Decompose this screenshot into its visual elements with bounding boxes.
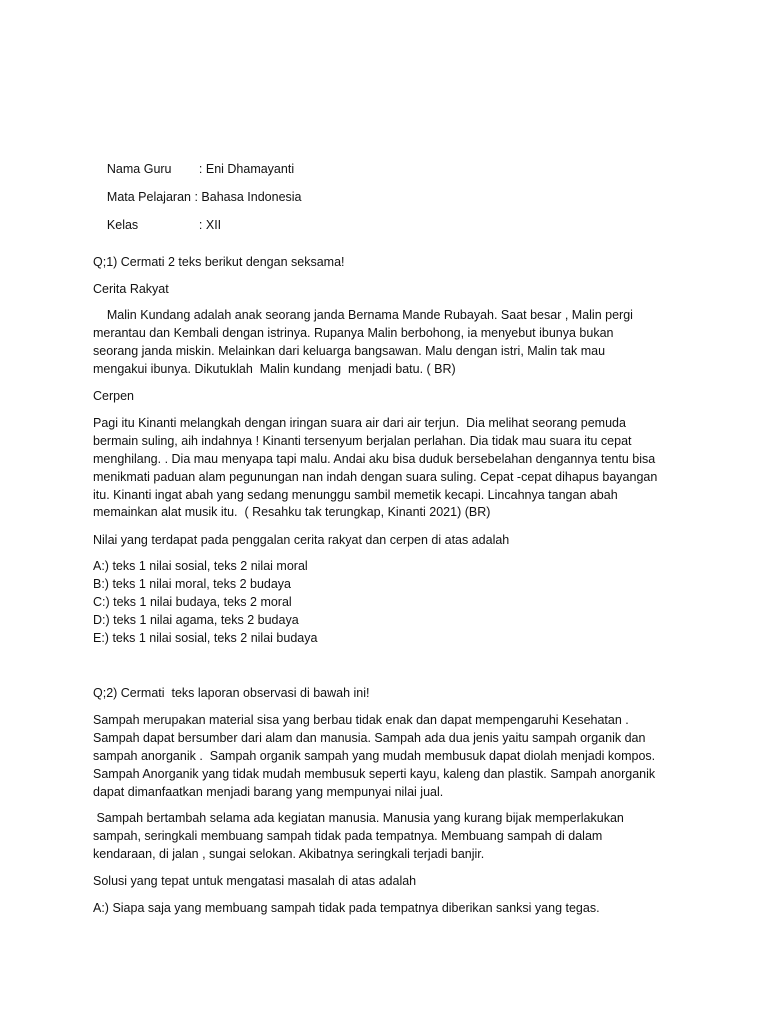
subject-label: Mata Pelajaran xyxy=(106,190,191,204)
class-row xyxy=(93,198,221,252)
q2-para1-line: Sampah dapat bersumber dari alam dan manusia. Sampah ada dua jenis yaitu sampah organik dan xyxy=(93,731,646,745)
q2-para2-line: Sampah bertambah selama ada kegiatan manusia. Manusia yang kurang bijak memperlakukan xyxy=(93,811,624,825)
class-value: : XII xyxy=(198,218,222,232)
q2-question: Solusi yang tepat untuk mengatasi masalah di atas adalah xyxy=(93,874,417,888)
q1-para1-line: seorang janda miskin. Melainkan dari keluarga bangsawan. Malu dengan istri, Malin tak mau xyxy=(93,344,606,358)
q1-para2-line: itu. Kinanti ingat abah yang sedang menunggu sambil memetik kecapi. Lincahnya tangan abah xyxy=(93,488,618,502)
q1-para1-line: Malin Kundang adalah anak seorang janda Bernama Mande Rubayah. Saat besar , Malin pergi xyxy=(93,308,633,322)
q1-option-b: B:) teks 1 nilai moral, teks 2 budaya xyxy=(93,577,292,591)
q1-para1-line: merantau dan Kembali dengan istrinya. Rupanya Malin berbohong, ia menyebut ibunya bukan xyxy=(93,326,614,340)
q1-title: Q;1) Cermati 2 teks berikut dengan seksama! xyxy=(93,255,345,269)
q1-sub-cerita-rakyat: Cerita Rakyat xyxy=(93,282,169,296)
teacher-value: : Eni Dhamayanti xyxy=(198,162,295,176)
q1-option-a: A:) teks 1 nilai sosial, teks 2 nilai moral xyxy=(93,559,308,573)
q1-para2-line: menikmati paduan alam pegunungan nan indah dengan suara suling. Cepat -cepat dihapus bayangan xyxy=(93,470,658,484)
class-label: Kelas xyxy=(106,218,139,232)
q1-para2-line: Pagi itu Kinanti melangkah dengan iringan suara air dari air terjun. Dia melihat seorang pemuda xyxy=(93,416,626,430)
q2-option-a: A:) Siapa saja yang membuang sampah tidak pada tempatnya diberikan sanksi yang tegas. xyxy=(93,901,600,915)
q1-question: Nilai yang terdapat pada penggalan cerita rakyat dan cerpen di atas adalah xyxy=(93,533,510,547)
q2-para2-line: kendaraan, di jalan , sungai selokan. Akibatnya seringkali terjadi banjir. xyxy=(93,847,485,861)
q1-sub-cerpen: Cerpen xyxy=(93,389,134,403)
q1-para2-line: memainkan alat musik itu. ( Resahku tak terungkap, Kinanti 2021) (BR) xyxy=(93,505,491,519)
q2-title: Q;2) Cermati teks laporan observasi di bawah ini! xyxy=(93,686,370,700)
q1-option-c: C:) teks 1 nilai budaya, teks 2 moral xyxy=(93,595,292,609)
q1-option-d: D:) teks 1 nilai agama, teks 2 budaya xyxy=(93,613,299,627)
q1-para1-line: mengakui ibunya. Dikutuklah Malin kundang menjadi batu. ( BR) xyxy=(93,362,456,376)
teacher-label: Nama Guru xyxy=(106,162,172,176)
q2-para1-line: sampah anorganik . Sampah organik sampah yang mudah membusuk dapat diolah menjadi kompos. xyxy=(93,749,656,763)
q2-para1-line: Sampah merupakan material sisa yang berbau tidak enak dan dapat mempengaruhi Kesehatan . xyxy=(93,713,629,727)
q1-para2-line: bermain suling, aih indahnya ! Kinanti tersenyum berjalan perlahan. Dia tidak mau suara itu cepat xyxy=(93,434,632,448)
subject-value: : Bahasa Indonesia xyxy=(194,190,302,204)
q2-para1-line: Sampah Anorganik yang tidak mudah membusuk seperti kayu, kaleng dan plastik. Sampah anorganik xyxy=(93,767,656,781)
q1-option-e: E:) teks 1 nilai sosial, teks 2 nilai budaya xyxy=(93,631,318,645)
q2-para2-line: sampah, seringkali membuang sampah tidak pada tempatnya. Membuang sampah di dalam xyxy=(93,829,603,843)
q2-para1-line: dapat dimanfaatkan menjadi barang yang mempunyai nilai jual. xyxy=(93,785,444,799)
q1-para2-line: menghilang. . Dia mau menyapa tapi malu. Andai aku bisa duduk bersebelahan dengannya tentu bisa xyxy=(93,452,656,466)
